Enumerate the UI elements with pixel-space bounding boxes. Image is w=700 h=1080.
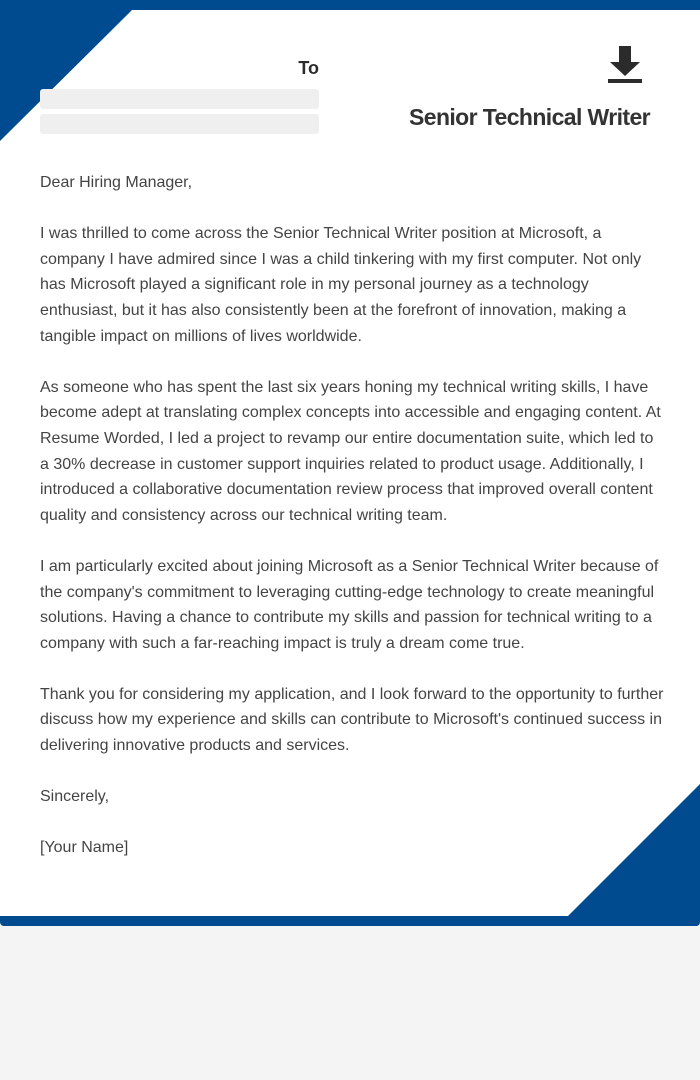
bottom-right-corner-decoration bbox=[568, 784, 700, 926]
letter-closing: Sincerely, bbox=[40, 788, 110, 806]
to-label: To bbox=[298, 58, 319, 78]
letter-greeting: Dear Hiring Manager, bbox=[40, 174, 193, 191]
letter-paragraph: As someone who has spent the last six years honing my technical writing skills, I have become adept at translating complex concepts into accessible and engaging content. At Resume Worded, I led a project to revamp our entire documentation suite, which led to a 30% decrease in customer support inquiries related to product usage. Additionally, I introduced a collaborative documentation review process that improved overall content quality and consistency across our technical writing team. bbox=[40, 378, 661, 524]
letter-paragraph: I am particularly excited about joining Microsoft as a Senior Technical Writer because of the company's commitment to leveraging cutting-edge technology to create meaningful solutions. Having a chance to contribute my skills and passion for technical writing to a company with such a far-reaching impact is truly a dream come true. bbox=[40, 557, 659, 652]
letter-paragraph: I was thrilled to come across the Senior Technical Writer position at Microsoft, a company I have admired since I was a child tinkering with my first computer. Not only has Microsoft played a significant role in my personal journey as a technology enthusiast, but it has also consistently been at the forefront of innovation, making a tangible impact on millions of lives worldwide. bbox=[40, 225, 642, 345]
recipient-name-placeholder bbox=[40, 89, 319, 109]
recipient-address-placeholder bbox=[40, 114, 319, 134]
letter-paragraph: Thank you for considering my application, and I look forward to the opportunity to further discuss how my experience and skills can contribute to Microsoft's continued success in delivering innovative products and services. bbox=[40, 685, 664, 755]
job-title: Senior Technical Writer bbox=[409, 104, 650, 130]
download-icon[interactable] bbox=[606, 46, 644, 84]
letter-body bbox=[40, 170, 665, 887]
bottom-accent-bar bbox=[0, 916, 700, 926]
letter-signature: [Your Name] bbox=[40, 839, 129, 857]
